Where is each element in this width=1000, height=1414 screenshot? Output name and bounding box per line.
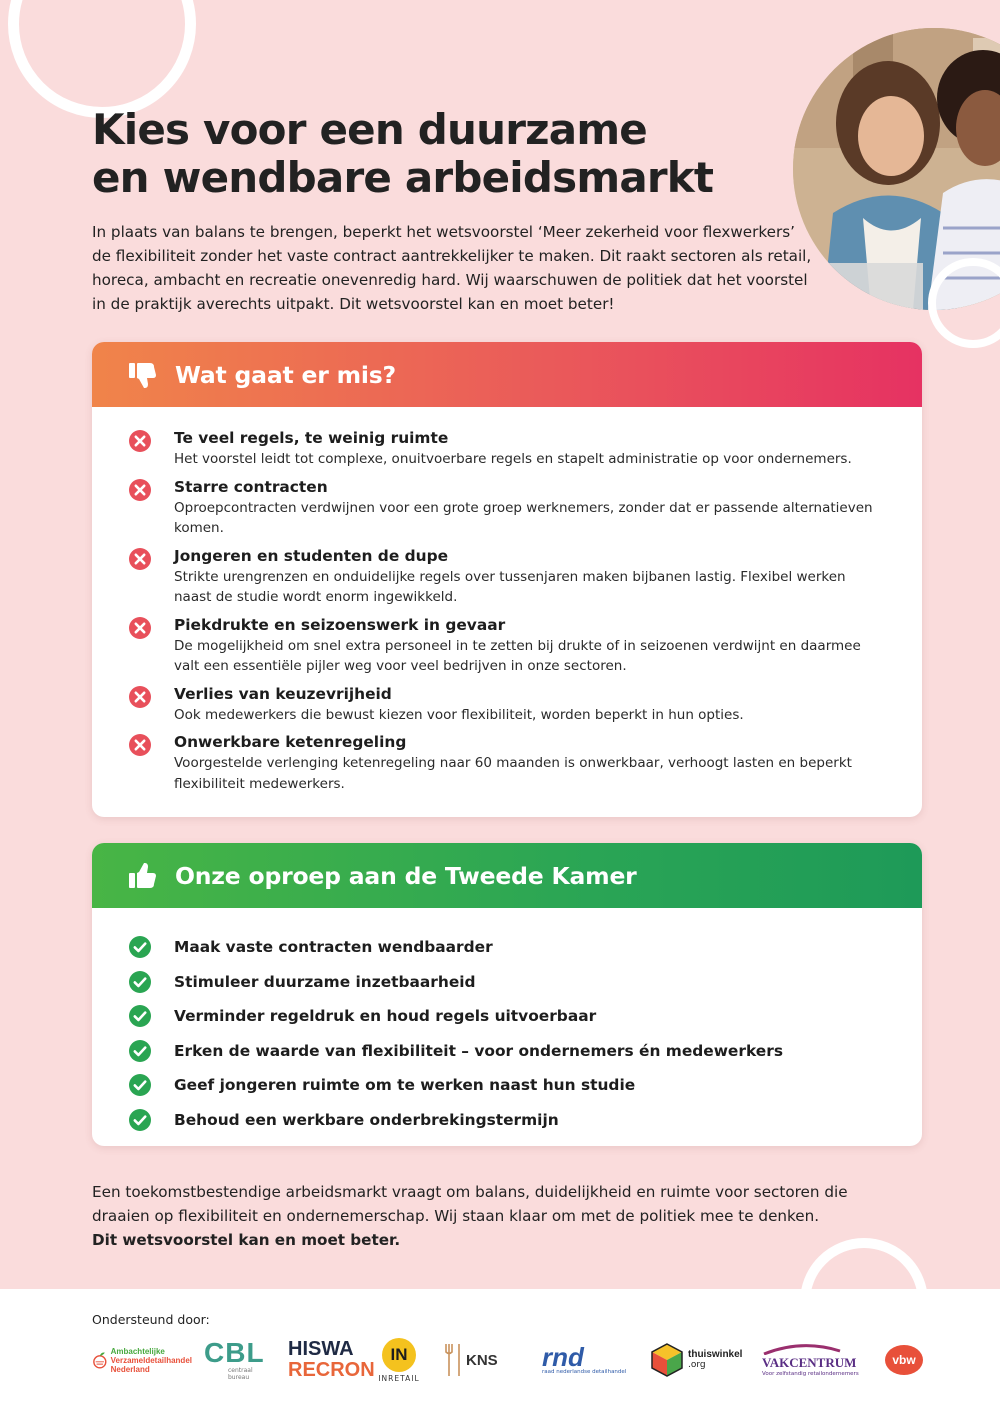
- rnd-logo: [542, 1331, 628, 1389]
- logo-text: HISWA: [288, 1338, 354, 1360]
- apple-basket-icon: [92, 1340, 108, 1380]
- cross-circle-icon: [128, 429, 152, 453]
- list-item: [128, 965, 922, 1000]
- inretail-logo: [374, 1331, 424, 1389]
- decorative-ring: [8, 0, 196, 118]
- list-item: [128, 1068, 922, 1103]
- call-text: Geef jongeren ruimte om te werken naast hun studie: [174, 1076, 636, 1095]
- problem-description: Ook medewerkers die bewust kiezen voor flexibiliteit, worden beperkt in hun opties.: [174, 706, 744, 723]
- list-item: [128, 930, 922, 965]
- logo-text: Ambachtelijke: [110, 1346, 165, 1356]
- logo-text: KNS: [466, 1351, 498, 1369]
- cross-circle-icon: [128, 616, 152, 640]
- thuiswinkel-logo: [650, 1331, 750, 1389]
- page-title: [92, 106, 792, 202]
- cross-circle-icon: [128, 547, 152, 571]
- calls-card: [92, 843, 922, 1146]
- title-line-2: en wendbare arbeidsmarkt: [92, 153, 714, 202]
- calls-card-header: [92, 843, 922, 908]
- thumbs-down-icon: [128, 360, 158, 390]
- supporters-footer: [0, 1289, 1000, 1414]
- calls-title: Onze oproep aan de Tweede Kamer: [175, 861, 637, 890]
- list-item: [128, 477, 888, 539]
- call-text: Behoud een werkbare onderbrekingstermijn: [174, 1110, 559, 1129]
- supporter-logos: [88, 1331, 938, 1391]
- problems-list: [92, 407, 922, 794]
- logo-text: .org: [688, 1360, 706, 1370]
- logo-text: thuiswinkel: [688, 1349, 743, 1360]
- problem-description: Voorgestelde verlenging ketenregeling naar 60 maanden is onwerkbaar, verhoogt lasten en beperkt flexibiliteit medewerkers.: [174, 755, 852, 792]
- cross-circle-icon: [128, 733, 152, 757]
- hiswa-recron-logo: [288, 1331, 375, 1389]
- kns-logo: [444, 1331, 504, 1389]
- problem-description: Het voorstel leidt tot complexe, onuitvoerbare regels en stapelt administratie op voor ondernemers.: [174, 451, 852, 467]
- problem-title: Te veel regels, te weinig ruimte: [174, 429, 449, 447]
- problem-title: Verlies van keuzevrijheid: [174, 684, 392, 703]
- logo-text: VAKCENTRUM: [762, 1355, 857, 1370]
- title-line-1: Kies voor een duurzame: [92, 105, 647, 154]
- check-circle-icon: [128, 935, 152, 959]
- cube-icon: [650, 1342, 684, 1378]
- closing-emphasis: Dit wetsvoorstel kan en moet beter.: [92, 1231, 401, 1249]
- thumbs-up-icon: [128, 861, 158, 891]
- problems-title: Wat gaat er mis?: [175, 360, 396, 389]
- logo-text: INRETAIL: [378, 1373, 420, 1383]
- list-item: [128, 684, 888, 726]
- logo-text: centraal bureau: [228, 1367, 253, 1381]
- check-circle-icon: [128, 1108, 152, 1132]
- problem-title: Onwerkbare ketenregeling: [174, 733, 407, 751]
- problem-title: Jongeren en studenten de dupe: [174, 546, 449, 565]
- call-text: Verminder regeldruk en houd regels uitvoerbaar: [174, 1007, 597, 1026]
- call-text: Maak vaste contracten wendbaarder: [174, 938, 493, 957]
- problem-description: De mogelijkheid om snel extra personeel in te zetten bij drukte of in seizoenen verdwijnt en daarmee valt een essentiële pijler weg voor veel bedrijven in onze sectoren.: [174, 637, 861, 674]
- list-item: [128, 546, 888, 608]
- closing-text: Een toekomstbestendige arbeidsmarkt vraagt om balans, duidelijkheid en ruimte voor sectoren die draaien op flexibiliteit en ondernemerschap. Wij staan klaar om met de politiek mee te denken.: [92, 1183, 848, 1225]
- logo-text: IN: [390, 1344, 408, 1364]
- problem-description: Oproepcontracten verdwijnen voor een grote groep werknemers, zonder dat er passende alternatieven komen.: [174, 499, 873, 536]
- check-circle-icon: [128, 970, 152, 994]
- list-item: [128, 428, 888, 470]
- problems-card: [92, 342, 922, 817]
- logo-text: raad nederlandse detailhandel: [542, 1369, 627, 1375]
- check-circle-icon: [128, 1004, 152, 1028]
- logo-text: Voor zelfstandig retailondernemers: [762, 1371, 859, 1377]
- list-item: [128, 1103, 922, 1138]
- closing-paragraph: [92, 1180, 892, 1252]
- list-item: [128, 1034, 922, 1069]
- vakcentrum-logo: [762, 1331, 872, 1389]
- logo-text: CBL: [204, 1337, 265, 1368]
- swoosh-icon: [762, 1343, 842, 1355]
- list-item: [128, 999, 922, 1034]
- cross-circle-icon: [128, 685, 152, 709]
- supporters-label: Ondersteund door:: [92, 1312, 210, 1327]
- problem-description: Strikte urengrenzen en onduidelijke regels over tussenjaren maken bijbanen lastig. Flexibel werken naast de studie wordt enorm ingewikkeld.: [174, 568, 846, 605]
- logo-text: vbw: [892, 1353, 916, 1367]
- calls-list: [92, 908, 922, 1137]
- logo-text: Verzameldetailhandel: [110, 1355, 192, 1365]
- check-circle-icon: [128, 1039, 152, 1063]
- intro-paragraph: In plaats van balans te brengen, beperkt het wetsvoorstel ‘Meer zekerheid voor flexwerkers’ de flexibiliteit zonder het vaste contract aantrekkelijker te maken. Dit raakt sectoren als retail, horeca, ambacht en recreatie onevenredig hard. Wij waarschuwen de politiek dat het voorstel in de praktijk averechts uitpakt. Dit wetsvoorstel kan en moet beter!: [92, 223, 812, 313]
- list-item: [128, 615, 888, 677]
- cbl-logo: [204, 1331, 274, 1389]
- ambachtelijke-verzameldetailhandel-logo: [92, 1331, 192, 1389]
- logo-text: RECRON: [288, 1359, 375, 1381]
- vbw-logo: [882, 1331, 926, 1389]
- logo-text: Nederland: [110, 1364, 150, 1374]
- fork-knife-icon: [444, 1340, 464, 1380]
- check-circle-icon: [128, 1073, 152, 1097]
- list-item: [128, 732, 888, 794]
- call-text: Stimuleer duurzame inzetbaarheid: [174, 972, 476, 991]
- problem-title: Starre contracten: [174, 477, 328, 496]
- call-text: Erken de waarde van flexibiliteit – voor ondernemers én medewerkers: [174, 1041, 783, 1060]
- cross-circle-icon: [128, 478, 152, 502]
- problem-title: Piekdrukte en seizoenswerk in gevaar: [174, 615, 506, 634]
- problems-card-header: [92, 342, 922, 407]
- logo-text: rnd: [542, 1342, 584, 1372]
